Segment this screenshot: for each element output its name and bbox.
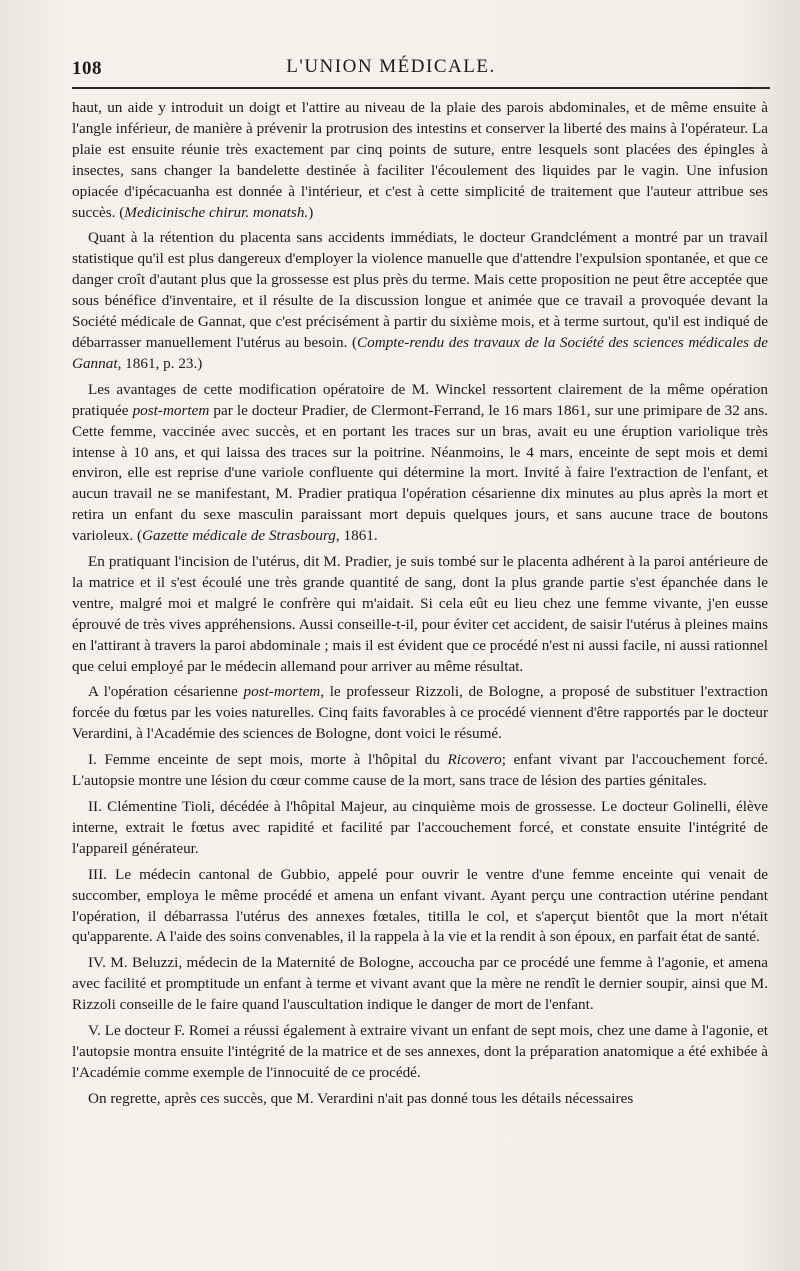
paragraph-last: On regrette, après ces succès, que M. Verardini n'ait pas donné tous les détails nécessaires [88, 1089, 634, 1107]
case-2: II. Clémentine Tioli, décédée à l'hôpital Majeur, au cinquième mois de grossesse. Le docteur Golinelli, élève interne, extrait le fœtus avec rapidité et facilité par l'accouchement forcé, et constate ensuite l'intégrité de l'appareil générateur. [72, 798, 768, 857]
paragraph-4: En pratiquant l'incision de l'utérus, dit M. Pradier, je suis tombé sur le placenta adhérent à la paroi antérieure de la matrice et il s'est écoulé une très grande quantité de sang, dont la plus grande partie s'est épanchée dans le ventre, malgré moi et malgré le confrère qui m'aidait. Si cela eût eu lieu chez une femme vivante, j'en eusse éprouvé de très vives appréhensions. Aussi conseille-t-il, pour éviter cet accident, de saisir l'utérus à pleines mains en l'attirant à travers la paroi abdominale ; mais il est évident que ce procédé n'est ni aussi facile, ni aussi rationnel que celui employé par le médecin allemand pour arriver au même résultat. [72, 553, 768, 675]
page-header [72, 52, 770, 82]
case-3: III. Le médecin cantonal de Gubbio, appelé pour ouvrir le ventre d'une femme enceinte qui venait de succomber, employa le même procédé et amena un enfant vivant. Ayant perçu une contraction utérine pendant l'opération, il débarrassa l'utérus des annexes fœtales, titilla le col, et s'aperçut bientôt que la mort n'était qu'apparente. A l'aide des soins convenables, il la rappela à la vie et la rendit à son époux, en parfait état de santé. [72, 865, 768, 946]
journal-title: L'UNION MÉDICALE. [286, 56, 496, 77]
page-number: 108 [72, 58, 102, 79]
paragraph-2: Quant à la rétention du placenta sans accidents immédiats, le docteur Grandclément a montré par un travail statistique qu'il est plus dangereux d'employer la violence manuelle que d'attendre l'expulsion spontanée, et que ce danger croît d'autant plus que la grossesse est plus près du terme. Mais cette proposition ne peut être acceptée que sous bénéfice d'inventaire, et il résulte de la discussion longue et animée que ce travail a provoquée devant la Société médicale de Gannat, que c'est précisément à partir du sixième mois, et à terme surtout, qu'il est indiqué de débarrasser manuellement l'utérus au besoin. (Compte-rendu des travaux de la Société des sciences médicales de Gannat, 1861, p. 23.) [72, 229, 768, 372]
case-1: I. Femme enceinte de sept mois, morte à l'hôpital du Ricovero; enfant vivant par l'accouchement forcé. L'autopsie montre une lésion du cœur comme cause de la mort, sans trace de lésion des parties génitales. [72, 751, 768, 790]
paragraph-3: Les avantages de cette modification opératoire de M. Winckel ressortent clairement de la même opération pratiquée post-mortem par le docteur Pradier, de Clermont-Ferrand, le 16 mars 1861, sur une primipare de 32 ans. Cette femme, vaccinée avec succès, et en portant les traces sur un bras, avait eu une éruption variolique très intense à 10 ans, et qui laissa des traces sur la poitrine. Néanmoins, le 4 mars, enceinte de sept mois et demi environ, elle est reprise d'une variole confluente qui détermine la mort. Invité à faire l'extraction de l'enfant, et aucun travail ne se manifestant, M. Pradier pratiqua l'opération césarienne dix minutes au plus après la mort et retira un enfant du sexe masculin paraissant mort depuis quelques jours, et sans aucune trace de boutons varioleux. (Gazette médicale de Strasbourg, 1861. [72, 380, 768, 545]
case-5: V. Le docteur F. Romei a réussi également à extraire vivant un enfant de sept mois, chez une dame à l'agonie, et l'autopsie montra ensuite l'intégrité de la matrice et de ses annexes, dont la préparation anatomique a été exhibée à l'Académie comme exemple de l'innocuité de ce procédé. [72, 1022, 768, 1081]
paragraph-5: A l'opération césarienne post-mortem, le professeur Rizzoli, de Bologne, a proposé de substituer l'extraction forcée du fœtus par les voies naturelles. Cinq faits favorables à ce procédé viennent d'être rapportés par le docteur Verardini, à l'Académie des sciences de Bologne, dont voici le résumé. [72, 683, 768, 743]
article-body [72, 98, 768, 1251]
header-rule [72, 87, 770, 89]
case-4: IV. M. Beluzzi, médecin de la Maternité de Bologne, accoucha par ce procédé une femme à l'agonie, et amena avec facilité et promptitude un enfant à terme et vivant avant que la mère ne rendît le dernier soupir, ainsi que M. Rizzoli conseille de le faire quand l'auscultation indique le danger de mort de l'enfant. [72, 954, 768, 1014]
paragraph-1: haut, un aide y introduit un doigt et l'attire au niveau de la plaie des parois abdominales, et de même ensuite à l'angle inférieur, de manière à prévenir la protrusion des intestins et conserver la liberté des mains à l'opérateur. La plaie est ensuite réunie très exactement par cinq points de suture, entre lesquels sont placées des épingles à insectes, sans changer la bandelette destinée à faciliter l'écoulement des liquides par le vagin. Une infusion opiacée d'ipécacuanha est donnée à l'intérieur, et c'est à cette simplicité de traitement que l'auteur attribue ses succès. (Medicinische chirur. monatsh.) [72, 99, 768, 221]
